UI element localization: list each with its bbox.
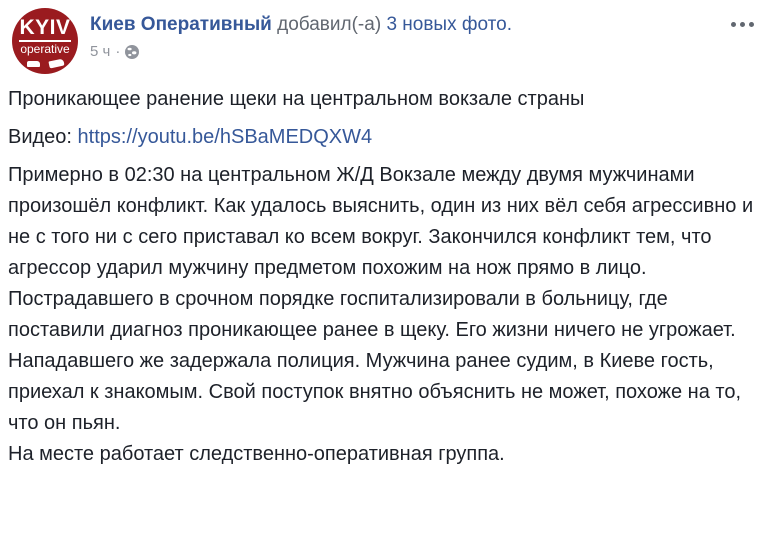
more-options-button[interactable] [729,16,756,33]
body-paragraph: Примерно в 02:30 на центральном Ж/Д Вокзале между двумя мужчинами произошёл конфликт. Как удалось выяснить, один из них вёл себя агрессивно и не с того ни с сего приставал ко всем вокруг. Закончился конфликт тем, что агрессор ударил мужчину предметом похожим на нож прямо в лицо. [8,164,754,279]
meta-separator: · [115,43,121,60]
globe-icon [125,45,139,59]
car-icon [48,59,64,69]
video-link[interactable]: https://youtu.be/hSBaMEDQXW4 [77,126,373,148]
body-paragraph: Нападавшего же задержала полиция. Мужчина ранее судим, в Киеве гость, приехал к знакомым. Свой поступок внятно объяснить не может, похоже на то, что он пьян. [8,350,742,434]
post-body-paragraphs [8,160,760,470]
video-line [8,122,760,153]
action-text: добавил(-а) [277,14,382,35]
body-paragraph: На месте работает следственно-оперативная группа. [8,443,505,465]
photos-count-link[interactable]: 3 новых фото. [386,14,512,35]
avatar-subtitle-text: operative [20,42,70,56]
ellipsis-icon [731,22,754,27]
avatar-title-text: KYIV [19,16,71,39]
post-body [0,84,770,470]
body-paragraph: Пострадавшего в срочном порядке госпитализировали в больницу, где поставили диагноз проникающее ранее в щеку. Его жизни ничего не угрожает. [8,288,736,341]
page-name-link[interactable]: Киев Оперативный [90,14,272,35]
car-icons [12,60,78,67]
car-icon [27,61,40,67]
post-header-text [90,8,512,60]
post-headline: Проникающее ранение щеки на центральном вокзале страны [8,88,585,110]
post-byline [90,13,512,37]
post-header [0,0,770,70]
post-meta [90,43,512,60]
timestamp[interactable]: 5 ч [90,43,111,60]
video-label: Видео: [8,126,72,148]
page-avatar[interactable] [12,8,78,74]
